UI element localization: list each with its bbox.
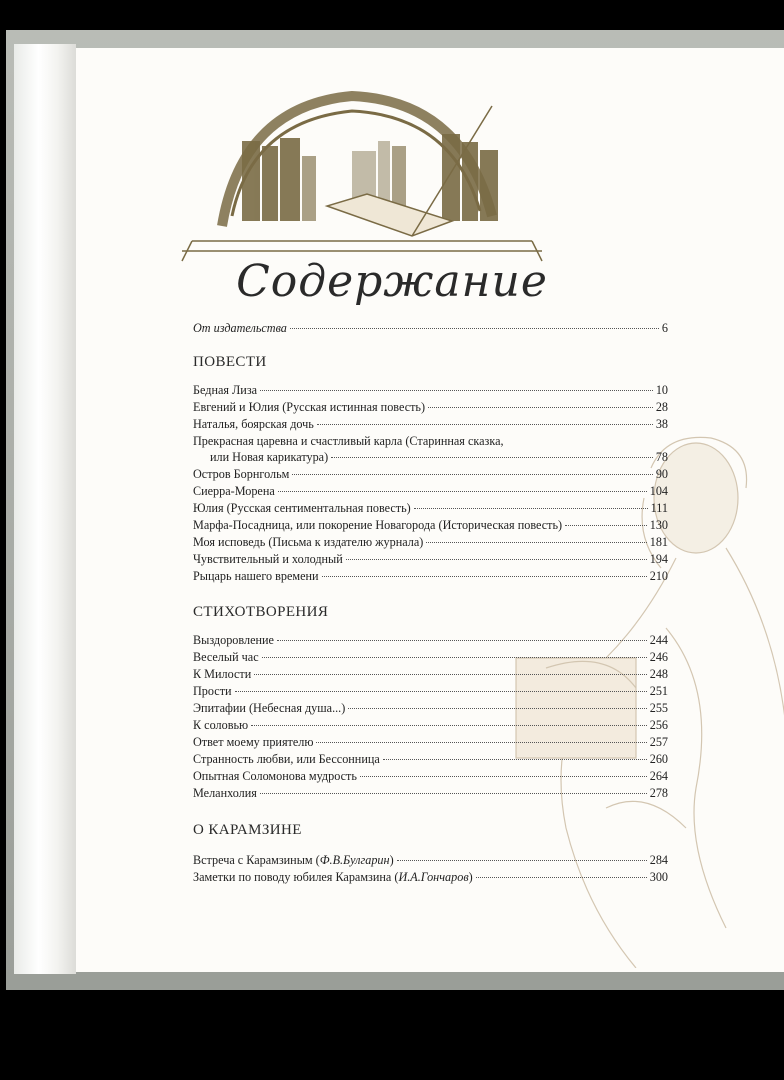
dot-leader — [346, 559, 647, 560]
toc-entry[interactable] — [193, 517, 668, 533]
toc-entry[interactable] — [193, 632, 668, 648]
toc-entry-label: Моя исповедь (Письма к издателю журнала) — [193, 535, 424, 549]
toc-entry-page: 10 — [655, 383, 668, 397]
dot-leader — [428, 407, 653, 408]
dot-leader — [251, 725, 647, 726]
toc-entry-label: Странность любви, или Бессонница — [193, 752, 380, 766]
toc-entry-page: 38 — [655, 417, 668, 431]
toc-entry-label: или Новая карикатура) — [210, 450, 329, 464]
toc-entry-label: Юлия (Русская сентиментальная повесть) — [193, 501, 411, 515]
toc-entry-page: 246 — [649, 650, 668, 664]
toc-entry-label: Ответ моему приятелю — [193, 735, 314, 749]
dot-leader — [322, 576, 647, 577]
dot-leader — [476, 877, 647, 878]
dot-leader — [260, 793, 647, 794]
toc-entry[interactable] — [193, 768, 668, 784]
toc-entry-page: 130 — [649, 518, 668, 532]
dot-leader — [278, 491, 647, 492]
toc-entry-page: 257 — [649, 735, 668, 749]
dot-leader — [331, 457, 653, 458]
dot-leader — [414, 508, 648, 509]
toc-entry-label: Бедная Лиза — [193, 383, 258, 397]
toc-entry-page: 28 — [655, 400, 668, 414]
toc-entry-label: К Милости — [193, 667, 252, 681]
toc-entry-page: 194 — [649, 552, 668, 566]
toc-entry-page: 256 — [649, 718, 668, 732]
page-title: Содержание — [236, 256, 548, 307]
toc-entry[interactable] — [193, 717, 668, 733]
toc-entry[interactable] — [193, 852, 668, 868]
toc-entry-label: Чувствительный и холодный — [193, 552, 343, 566]
toc-entry[interactable] — [193, 751, 668, 767]
toc-entry-page: 251 — [649, 684, 668, 698]
book-spine — [14, 44, 76, 974]
toc-entry[interactable] — [193, 382, 668, 398]
toc-entry-label: Наталья, боярская дочь — [193, 417, 314, 431]
section-heading-o-karamzine: О КАРАМЗИНЕ — [193, 822, 302, 838]
toc-entry-page: 260 — [649, 752, 668, 766]
toc-entry-label: Прекрасная царевна и счастливый карла (Старинная сказка, — [193, 434, 504, 448]
toc-entry-page: 210 — [649, 569, 668, 583]
toc-entry-label: Выздоровление — [193, 633, 274, 647]
toc-entry-page: 278 — [649, 786, 668, 800]
toc-entry[interactable] — [193, 500, 668, 516]
toc-entry-page: 255 — [649, 701, 668, 715]
toc-entry-page: 248 — [649, 667, 668, 681]
toc-entry-label: Остров Борнгольм — [193, 467, 290, 481]
toc-entry-page: 78 — [655, 450, 668, 464]
toc-entry-page: 244 — [649, 633, 668, 647]
toc-entry-label: Меланхолия — [193, 786, 257, 800]
dot-leader — [348, 708, 646, 709]
dot-leader — [316, 742, 646, 743]
toc-entry-author: Ф.В.Булгарин — [319, 853, 390, 867]
toc-entry[interactable] — [193, 433, 668, 449]
toc-entry-label: Опытная Соломонова мудрость — [193, 769, 357, 783]
toc-entry-page: 264 — [649, 769, 668, 783]
dot-leader — [360, 776, 647, 777]
toc-entry[interactable] — [193, 416, 668, 432]
toc-entry-page: 90 — [655, 467, 668, 481]
dot-leader — [317, 424, 653, 425]
toc-entry[interactable] — [193, 649, 668, 665]
dot-leader — [292, 474, 652, 475]
toc-entry-label: Встреча с Карамзиным (Ф.В.Булгарин) — [193, 853, 394, 867]
toc-entry-label: Заметки по поводу юбилея Карамзина (И.А.Гончаров) — [193, 870, 473, 884]
toc-entry[interactable] — [193, 551, 668, 567]
toc-entry-author: И.А.Гончаров — [398, 870, 469, 884]
toc-entry-page: 181 — [649, 535, 668, 549]
toc-entry-label: Веселый час — [193, 650, 259, 664]
toc-entry-page: 104 — [649, 484, 668, 498]
toc-entry-page: 300 — [649, 870, 668, 884]
toc-entry[interactable] — [193, 666, 668, 682]
toc-entry-label: Эпитафии (Небесная душа...) — [193, 701, 346, 715]
dot-leader — [277, 640, 647, 641]
toc-entry[interactable] — [193, 869, 668, 885]
dot-leader — [260, 390, 653, 391]
toc-entry[interactable] — [193, 534, 668, 550]
toc-entry-label: Прости — [193, 684, 232, 698]
dot-leader — [383, 759, 647, 760]
toc-entry-label: Марфа-Посадница, или покорение Новагорода (Историческая повесть) — [193, 518, 563, 532]
toc-entry-page: 111 — [650, 501, 668, 515]
dot-leader — [290, 328, 659, 329]
dot-leader — [262, 657, 647, 658]
toc-entry-label: К соловью — [193, 718, 249, 732]
dot-leader — [426, 542, 646, 543]
dot-leader — [397, 860, 647, 861]
dot-leader — [235, 691, 647, 692]
toc-entry-label: Евгений и Юлия (Русская истинная повесть) — [193, 400, 426, 414]
section-heading-povesti: ПОВЕСТИ — [193, 354, 267, 370]
toc-entry[interactable] — [193, 568, 668, 584]
toc-entry[interactable] — [193, 700, 668, 716]
toc-entry[interactable] — [193, 734, 668, 750]
toc-entry-page: 6 — [661, 321, 668, 335]
section-heading-stikhotvoreniya: СТИХОТВОРЕНИЯ — [193, 604, 329, 620]
books-vignette-illustration — [152, 46, 552, 266]
dot-leader — [254, 674, 646, 675]
toc-entry[interactable] — [193, 466, 668, 482]
dot-leader — [565, 525, 647, 526]
toc-entry-continuation[interactable] — [210, 449, 668, 465]
toc-entry-page: 284 — [649, 853, 668, 867]
toc-entry-label: Рыцарь нашего времени — [193, 569, 319, 583]
toc-entry[interactable] — [193, 785, 668, 801]
toc-entry[interactable] — [193, 399, 668, 415]
toc-entry-intro[interactable] — [193, 320, 668, 336]
toc-entry-label: От издательства — [193, 321, 287, 335]
toc-entry[interactable] — [193, 483, 668, 499]
toc-entry-label: Сиерра-Морена — [193, 484, 275, 498]
toc-entry[interactable] — [193, 683, 668, 699]
